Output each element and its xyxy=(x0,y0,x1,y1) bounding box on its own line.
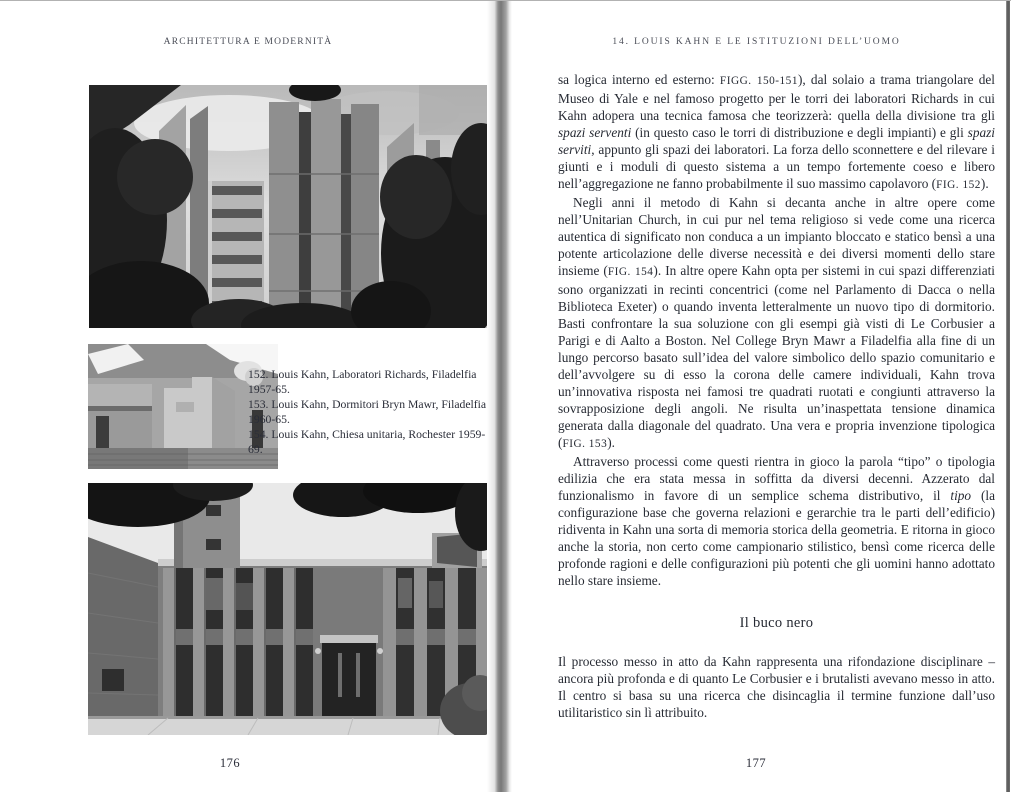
page-edge-line xyxy=(1006,0,1010,792)
left-page xyxy=(0,0,497,792)
scan-top-edge xyxy=(0,0,1011,1)
section-heading: Il buco nero xyxy=(739,615,814,631)
caption-153: 153. Louis Kahn, Dormitori Bryn Mawr, Filadelfia 1960-65. xyxy=(248,398,487,426)
paragraph-1: sa logica interno ed esterno: FIGG. 150-151), dal solaio a trama triangolare del Museo di Yale e nel famoso progetto per le torri dei laboratori Richards in cui Kahn adopera una tecnica famosa che teorizzerà: quella della divisione tra gli spazi serventi (in questo caso le torri di distribuzione e degli impianti) e gli spazi serviti, appunto gli spazi dei laboratori. La forza dello sconnettere e del rilevare i giunti e i moduli di questo sistema a un tempo fortemente coeso e libero nell’aggregazione ne fanno probabilmente il suo massimo capolavoro (FIG. 152). xyxy=(558,72,995,191)
figure-152-richards-laboratories-photo xyxy=(89,85,487,328)
caption-152: 152. Louis Kahn, Laboratori Richards, Filadelfia 1957-65. xyxy=(248,368,477,396)
running-head-left: ARCHITETTURA E MODERNITÀ xyxy=(163,37,333,47)
page-number-left: 176 xyxy=(219,756,241,770)
paragraph-2: Negli anni il metodo di Kahn si decanta anche in altre opere come nell’Unitarian Church, in cui pur nel tema religioso si vede come una ricerca autentica di significato non conduca a un impianto bloccato e statico bensì a una potente articolazione delle diverse necessità e dei diversi momenti dello stare insieme (FIG. 154). In altre opere Kahn opta per sistemi in cui spazi differenziati sono organizzati in recinti concentrici (come nel Parlamento di Dacca o nella Biblioteca Exeter) o quando inventa letteralmente un nuovo tipo di dormitorio. Basti confrontare la sua soluzione con gli esempi già visti di Le Corbusier a Parigi e di Aalto a Boston. Nel College Bryn Mawr a Filadelfia alla fine di un lungo percorso basato sull’idea del valore simbolico dello spazio comunitario e dell’avvolgere su di esso la corona delle camere individuali, Kahn trova un’innovativa risposta nei famosi tre quadrati ruotati e congiunti attraverso la sovrapposizione degli angoli. Ne risulta un’inaspettata tensione dinamica generata dalla diagonale del quadrato. Una vera e propria invenzione tipologica (FIG. 153). xyxy=(558,195,995,450)
figure-captions xyxy=(248,367,491,457)
richards-towers-illustration xyxy=(89,85,487,328)
paragraph-4: Il processo messo in atto da Kahn rappresenta una rifondazione disciplinare – ancora più profonda e di quanto Le Corbusier e i brutalisti avevano messo in atto. Il centro si basa su una ricerca che disincaglia il termine funzione dall’uso utilitaristico sin lì attribuito. xyxy=(558,654,995,720)
running-head-right: 14. LOUIS KAHN E LE ISTITUZIONI DELL’UOMO xyxy=(612,37,901,47)
unitarian-church-illustration xyxy=(88,483,487,735)
paragraph-3: Attraverso processi come questi rientra in gioco la parola “tipo” o tipologia edilizia che era stata messa in soffitta da diversi decenni. Azzerato dal funzionalismo in favore di un semplice schema distributivo, il tipo (la configurazione base che governa relazioni e gerarchie tra le parti dell’edificio) ridiventa in Kahn una sorta di memoria storica della geometria. E ritorna in gioco anche la storia, non certo come campionario stilistico, bensì come ricerca delle profonde ragioni e delle configurazioni più potenti che gli uomini hanno adottato nello stare insieme. xyxy=(558,454,995,588)
right-page xyxy=(510,0,1011,792)
figure-154-unitarian-church-photo xyxy=(88,483,487,735)
caption-154: 154. Louis Kahn, Chiesa unitaria, Rochester 1959-69. xyxy=(248,428,486,456)
body-text-column xyxy=(558,71,995,721)
page-number-right: 177 xyxy=(745,756,767,770)
